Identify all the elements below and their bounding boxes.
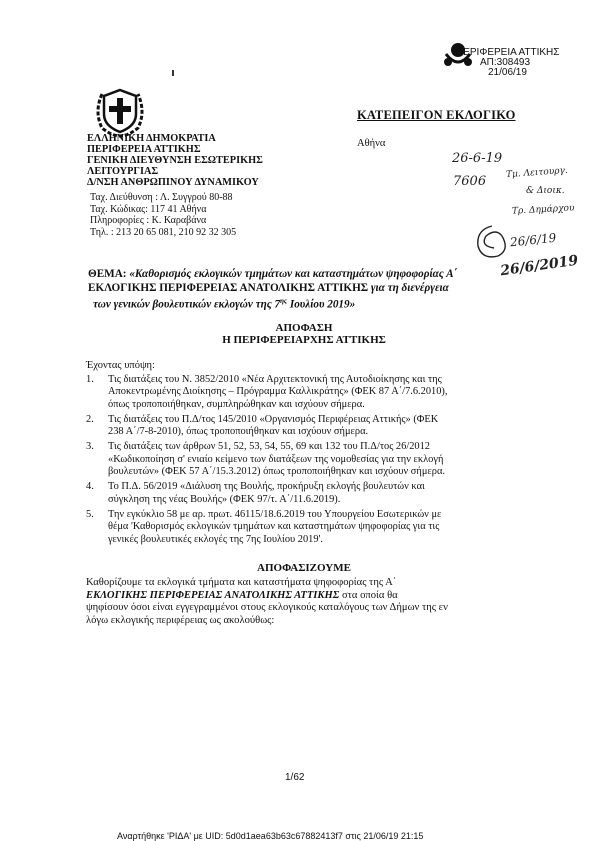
subject	[88, 268, 528, 312]
issuer-line: ΓΕΝΙΚΗ ΔΙΕΥΘΥΝΣΗ ΕΣΩΤΕΡΙΚΗΣ	[87, 155, 263, 166]
handwritten-note: & Διοικ.	[526, 186, 565, 196]
city: Αθήνα	[357, 138, 386, 149]
issuer-block	[87, 133, 263, 188]
contact-info: Πληροφορίες : Κ. Καραβάνα	[90, 215, 207, 226]
considerations-list	[74, 374, 524, 549]
scan-mark	[172, 70, 174, 76]
decision-body	[86, 577, 448, 627]
decision-district: ΕΚΛΟΓΙΚΗΣ ΠΕΡΙΦΕΡΕΙΑΣ ΑΝΑΤΟΛΙΚΗΣ ΑΤΤΙΚΗΣ	[86, 589, 340, 601]
decision-line: ψηφίσουν όσοι είναι εγγεγραμμένοι στους εκλογικούς καταλόγους των Δήμων της εν	[86, 602, 448, 613]
decision-line: Καθορίζουμε τα εκλογικά τμήματα και καταστήματα ψηφοφορίας της Α΄	[86, 577, 397, 588]
stamp-org: ΠΕΡΙΦΕΡΕΙΑ ΑΤΤΙΚΗΣ	[456, 47, 560, 58]
considering-label: Έχοντας υπόψη:	[86, 360, 155, 371]
decision-subtitle: Η ΠΕΡΙΦΕΡΕΙΑΡΧΗΣ ΑΤΤΙΚΗΣ	[222, 334, 386, 346]
subject-line: Ιουλίου 2019»	[287, 298, 356, 311]
list-item: 5. Την εγκύκλιο 58 με αρ. πρωτ. 46115/18.6.2019 του Υπουργείου Εσωτερικών με θέμα 'Καθορισμός εκλογικών τμημάτων και καταστημάτων ψηφοφορίας για τις γενικές βουλευτικές εκλογές της 7ης Ιουλίου 2019'.	[86, 508, 442, 545]
list-item: 1. Τις διατάξεις του Ν. 3852/2010 «Νέα Αρχιτεκτονική της Αυτοδιοίκησης και της Αποκεντρωμένης Διοίκησης – Πρόγραμμα Καλλικράτης» (ΦΕΚ 87 Α΄/7.6.2010), όπως τροποποιήθηκαν, συμπληρώθηκαν και ισχύουν σήμερα.	[86, 374, 448, 410]
list-item: 2. Τις διατάξεις του Π.Δ/τος 145/2010 «Οργανισμός Περιφέρειας Αττικής» (ΦΕΚ 238 Α΄/7-8-2010), όπως τροποποιήθηκαν και ισχύουν σήμερα.	[86, 413, 439, 438]
footer-note: Αναρτήθηκε 'ΡΙΔΑ' με UID: 5d0d1aea63b63c67882413f7 στις 21/06/19 21:15	[117, 831, 424, 841]
contact-postcode: Ταχ. Κώδικας: 117 41 Αθήνα	[90, 203, 207, 215]
received-stamp	[440, 40, 590, 80]
handwritten-number: 7606	[453, 174, 487, 189]
handwritten-note: Τμ. Λειτουργ.	[505, 165, 569, 181]
page-number: 1/62	[285, 772, 305, 783]
handwritten-signature-date: 26/6/19	[509, 230, 557, 250]
subject-line: για τη διενέργεια	[368, 281, 449, 294]
decision-line: στα οποία θα	[339, 589, 398, 601]
subject-line: των γενικών βουλευτικών εκλογών της 7	[93, 298, 281, 311]
list-item: 3. Τις διατάξεις των άρθρων 51, 52, 53, 54, 55, 69 και 132 του Π.Δ/τος 26/2012 «Κωδικοποίηση σ' ενιαίο κείμενο των διατάξεων της νομοθεσίας για την εκλογή βουλευτών» (ΦΕΚ 57 Α΄/15.3.2012) όπως τροποποιήθηκαν και ισχύουν σήμερα.	[86, 441, 445, 478]
decision-line: λόγω εκλογικής περιφέρειας ως ακολούθως:	[86, 614, 275, 626]
issuer-line: ΠΕΡΙΦΕΡΕΙΑ ΑΤΤΙΚΗΣ	[87, 144, 201, 155]
list-item: 4. Το Π.Δ. 56/2019 «Διάλυση της Βουλής, προκήρυξη εκλογής βουλευτών και σύγκληση της νέας Βουλής» (ΦΕΚ 97/τ. Α΄/11.6.2019).	[86, 481, 425, 505]
contact-block	[90, 192, 236, 238]
issuer-line: Δ/ΝΣΗ ΑΝΘΡΩΠΙΝΟΥ ΔΥΝΑΜΙΚΟΥ	[87, 177, 259, 188]
issuer-line: ΕΛΛΗΝΙΚΗ ΔΗΜΟΚΡΑΤΙΑ	[87, 133, 216, 144]
issuer-line: ΛΕΙΤΟΥΡΓΙΑΣ	[87, 166, 159, 177]
signature-scribble-icon	[472, 222, 512, 262]
subject-label: ΘΕΜΑ:	[88, 268, 127, 280]
greek-emblem-icon	[92, 84, 148, 138]
handwritten-date-2: 26/6/2019	[499, 252, 580, 280]
stamp-date: 21/06/19	[488, 67, 527, 78]
subject-district: ΕΚΛΟΓΙΚΗΣ ΠΕΡΙΦΕΡΕΙΑΣ ΑΝΑΤΟΛΙΚΗΣ ΑΤΤΙΚΗΣ	[88, 281, 369, 294]
we-decide-heading: ΑΠΟΦΑΣΙΖΟΥΜΕ	[257, 562, 351, 574]
decision-title: ΑΠΟΦΑΣΗ	[275, 322, 333, 334]
contact-address: Ταχ. Διεύθυνση : Λ. Συγγρού 80-88	[90, 192, 233, 203]
subject-sup: ης	[280, 297, 288, 305]
contact-phone: Τηλ. : 213 20 65 081, 210 92 32 305	[90, 226, 237, 238]
handwritten-date: 26-6-19	[452, 151, 503, 166]
handwritten-note: Τρ. Δημάρχου	[511, 203, 575, 217]
urgency-label: ΚΑΤΕΠΕΙΓΟΝ ΕΚΛΟΓΙΚΟ	[357, 108, 516, 122]
subject-line: «Καθορισμός εκλογικών τμημάτων και καταστημάτων ψηφοφορίας Α΄	[129, 268, 458, 280]
stamp-protocol: ΑΠ:308493	[480, 57, 531, 68]
